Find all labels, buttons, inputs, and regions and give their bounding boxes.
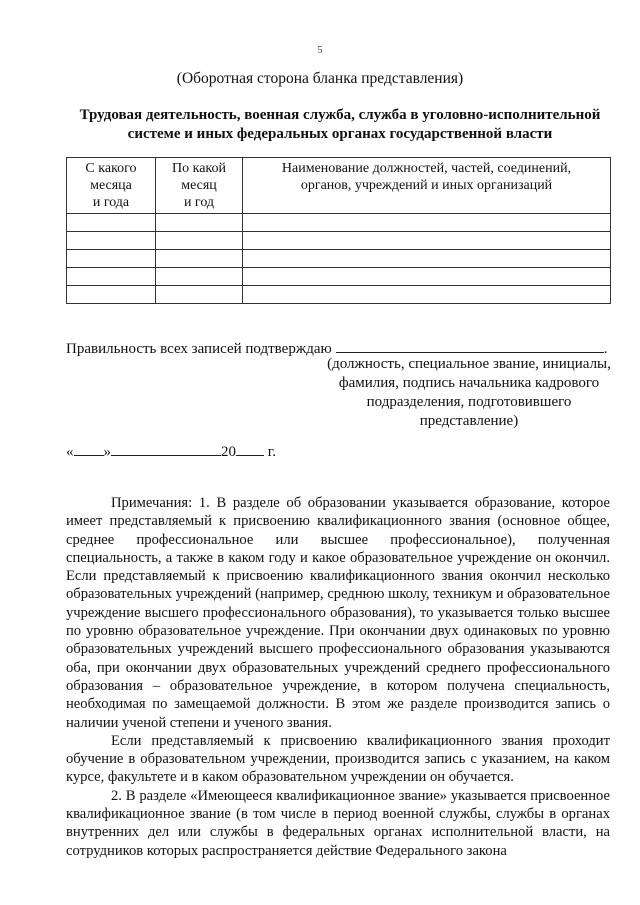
table-row: [67, 250, 611, 268]
table-row: [67, 286, 611, 304]
cell-to-date[interactable]: [156, 268, 243, 286]
header-from-date: С какого месяца и года: [67, 158, 156, 214]
month-field[interactable]: [111, 443, 221, 456]
form-subtitle: (Оборотная сторона бланка представления): [176, 70, 464, 87]
section-title: [60, 106, 620, 144]
table-row: [67, 214, 611, 232]
table-row: [67, 232, 611, 250]
table-header-row: [67, 158, 611, 214]
cell-to-date[interactable]: [156, 250, 243, 268]
employment-table: [66, 157, 611, 304]
date-line: « » 20 г.: [66, 444, 276, 460]
cell-organization[interactable]: [243, 250, 611, 268]
cell-from-date[interactable]: [67, 214, 156, 232]
note-paragraph-1: Примечания: 1. В разделе об образовании указывается образование, которое имеет представляемый к присвоению квалификационного звания (основное общее, среднее профессиональное или высшее профессиональное), полученная специальность, а также в каком году и какое образовательное учреждение он окончил. Если представляемый к присвоению квалификационного звания окончил несколько образовательных учреждений (например, среднюю школу, техникум и образовательное учреждение высшего профессионального образования), то указывается только высшее по уровню образовательное учреждение. При окончании двух одинаковых по уровню образовательных учреждений высшего профессионального образования указываются оба, при окончании двух образовательных учреждений среднего профессионального образования – образовательное учреждение, в котором получена специальность, необходимая по замещаемой должности. В этом же разделе производится запись о наличии ученой степени и ученого звания.: [66, 495, 610, 731]
header-to-date: По какой месяц и год: [156, 158, 243, 214]
table-row: [67, 268, 611, 286]
confirmation-label: Правильность всех записей подтверждаю: [66, 341, 332, 357]
year-field[interactable]: [236, 443, 264, 456]
cell-to-date[interactable]: [156, 286, 243, 304]
cell-organization[interactable]: [243, 232, 611, 250]
header-organization: Наименование должностей, частей, соединений, органов, учреждений и иных организаций: [243, 158, 611, 214]
cell-organization[interactable]: [243, 214, 611, 232]
cell-from-date[interactable]: [67, 250, 156, 268]
signature-caption: (должность, специальное звание, инициалы, фамилия, подпись начальника кадрового подразделения, подготовившего представление): [327, 356, 611, 429]
cell-to-date[interactable]: [156, 232, 243, 250]
cell-to-date[interactable]: [156, 214, 243, 232]
note-paragraph-2: Если представляемый к присвоению квалификационного звания проходит обучение в образовательном учреждении, производится запись с указанием, на каком курсе, факультете и в каком образовательном учреждении он обучается.: [66, 732, 610, 786]
note-paragraph-3: 2. В разделе «Имеющееся квалификационное звание» указывается присвоенное квалификационное звание (в том числе в период военной службы, службы в органах внутренних дел или службы в федеральных органах исполнительной власти, на сотрудников которых распространяется действие Федерального закона: [66, 787, 610, 859]
notes-section: [66, 494, 610, 860]
section-title-line-2: системе и иных федеральных органах государственной власти: [127, 126, 553, 142]
cell-organization[interactable]: [243, 268, 611, 286]
section-title-line-1: Трудовая деятельность, военная служба, служба в уголовно-исполнительной: [79, 107, 601, 123]
cell-from-date[interactable]: [67, 232, 156, 250]
cell-from-date[interactable]: [67, 268, 156, 286]
signature-field[interactable]: [336, 340, 604, 353]
day-field[interactable]: [74, 443, 104, 456]
page-number: 5: [317, 45, 323, 56]
cell-organization[interactable]: [243, 286, 611, 304]
confirmation-line: Правильность всех записей подтверждаю .: [66, 341, 608, 357]
cell-from-date[interactable]: [67, 286, 156, 304]
